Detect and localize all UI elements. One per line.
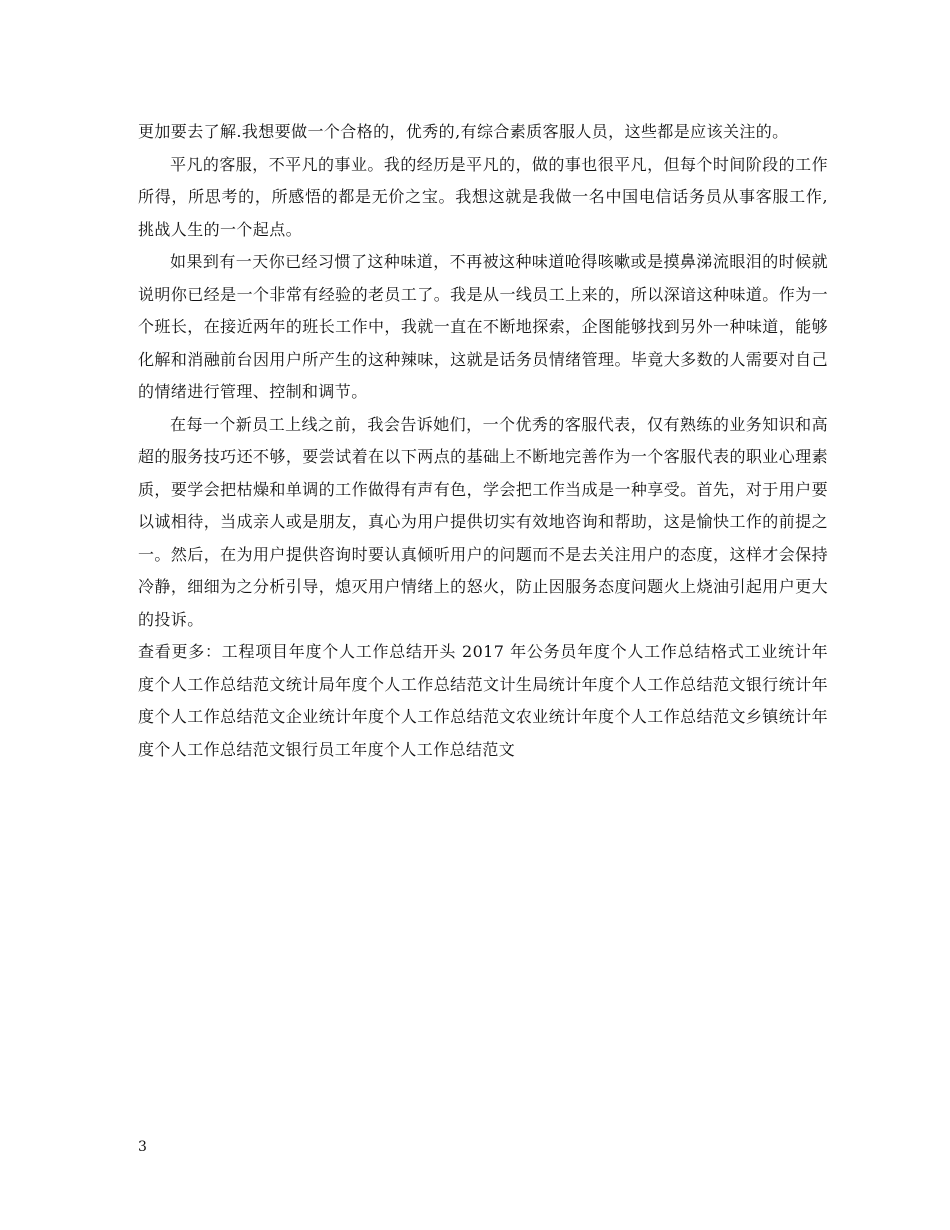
page-number: 3: [138, 1139, 147, 1155]
document-body: [138, 116, 828, 766]
paragraph-ordinary-service: 平凡的客服，不平凡的事业。我的经历是平凡的，做的事也很平凡，但每个时间阶段的工作所得，所思考的，所感悟的都是无价之宝。我想这就是我做一名中国电信话务员从事客服工作,挑战人生的一个起点。: [138, 154, 828, 239]
see-more-links: 查看更多：工程项目年度个人工作总结开头 2017 年公务员年度个人工作总结格式工业统计年度个人工作总结范文统计局年度个人工作总结范文计生局统计年度个人工作总结范文银行统计年度个人工作总结范文企业统计年度个人工作总结范文农业统计年度个人工作总结范文乡镇统计年度个人工作总结范文银行员工年度个人工作总结范文: [138, 642, 828, 759]
paragraph-continuation: 更加要去了解.我想要做一个合格的，优秀的,有综合素质客服人员，这些都是应该关注的。: [138, 122, 789, 141]
paragraph-new-staff-advice: 在每一个新员工上线之前，我会告诉她们，一个优秀的客服代表，仅有熟练的业务知识和高超的服务技巧还不够，要尝试着在以下两点的基础上不断地完善作为一个客服代表的职业心理素质，要学会把枯燥和单调的工作做得有声有色，学会把工作当成是一种享受。首先，对于用户要以诚相待，当成亲人或是朋友，真心为用户提供切实有效地咨询和帮助，这是愉快工作的前提之一。然后，在为用户提供咨询时要认真倾听用户的问题而不是去关注用户的态度，这样才会保持冷静，细细为之分析引导，熄灭用户情绪上的怒火，防止因服务态度问题火上烧油引起用户更大的投诉。: [138, 414, 828, 629]
paragraph-emotion-management: 如果到有一天你已经习惯了这种味道，不再被这种味道呛得咳嗽或是摸鼻涕流眼泪的时候就说明你已经是一个非常有经验的老员工了。我是从一线员工上来的，所以深谙这种味道。作为一个班长，在接近两年的班长工作中，我就一直在不断地探索，企图能够找到另外一种味道，能够化解和消融前台因用户所产生的这种辣味，这就是话务员情绪管理。毕竟大多数的人需要对自己的情绪进行管理、控制和调节。: [138, 252, 828, 401]
